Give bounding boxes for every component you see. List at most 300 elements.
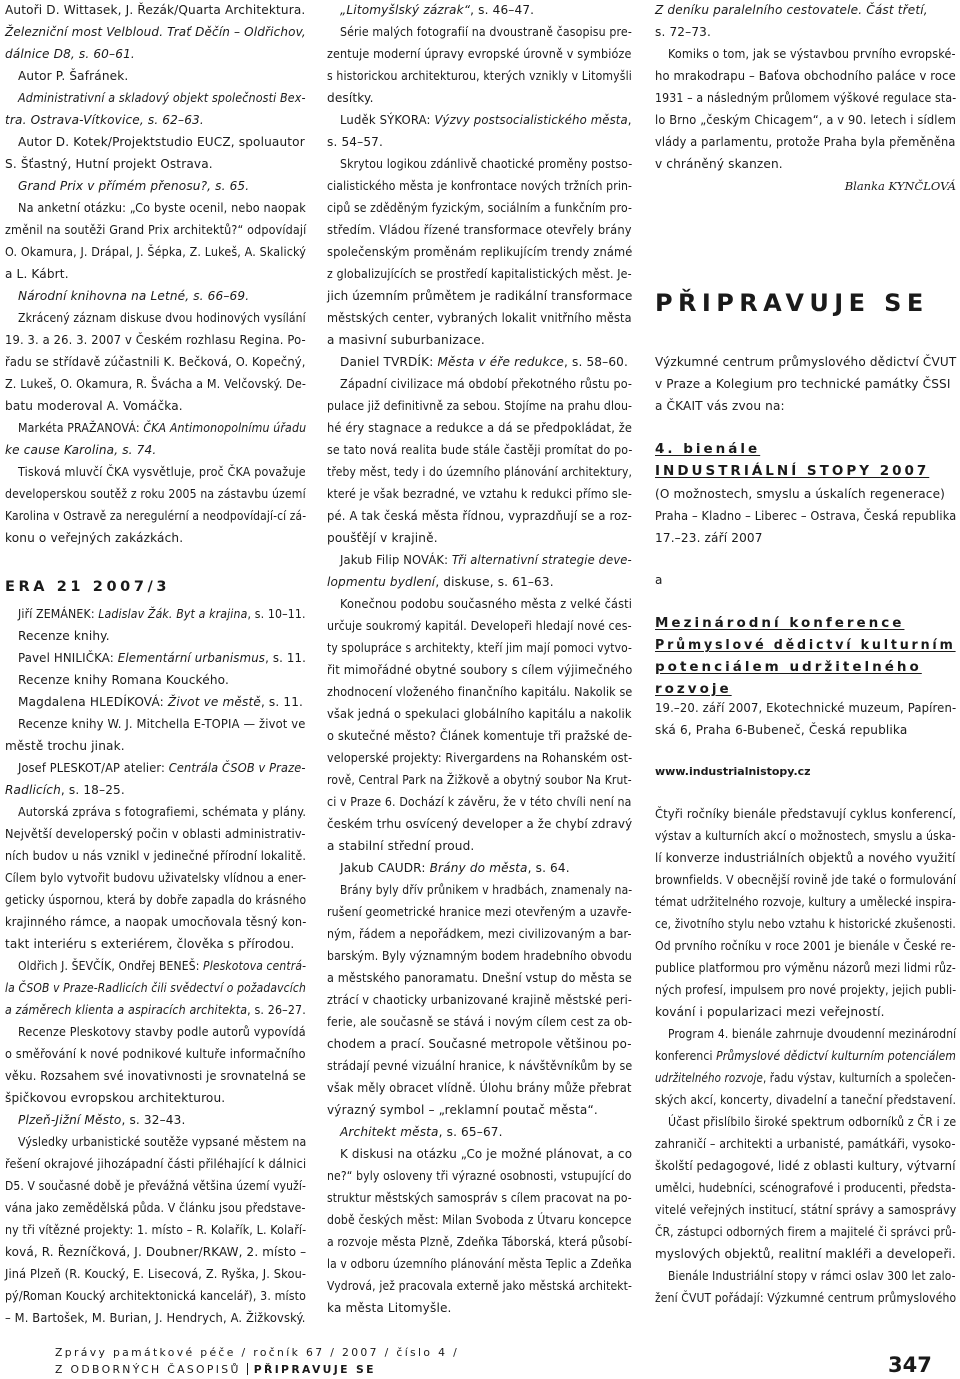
text-segment: S. Šťastný, Hutní projekt Ostrava. xyxy=(5,157,213,171)
text-segment: desítky. xyxy=(327,91,374,105)
text-segment: , s. 26–27. xyxy=(247,1003,306,1017)
text-segment: Výsledky urbanistické soutěže vypsané městem na xyxy=(18,1135,307,1149)
text-line xyxy=(5,1311,306,1325)
text-segment: Bienále Industriální stopy v rámci oslav 300 let zalo- xyxy=(668,1269,956,1283)
text-segment: 19.–20. září 2007, Ekotechnické muzeum, Papíren- xyxy=(655,701,957,715)
text-segment-italic: ČKA Antimonopolnímu úřadu xyxy=(143,421,307,435)
text-line xyxy=(5,871,306,885)
text-segment: Architekt města xyxy=(340,1125,439,1139)
text-segment: Cílem bylo vytvořit budovu uživatelsky vlídnou a ener- xyxy=(5,871,307,885)
text-segment: tra. Ostrava-Vítkovice, s. 62–63. xyxy=(5,113,204,127)
text-line xyxy=(18,1113,185,1127)
text-segment: ho mrakodrapu – Baťova obchodního paláce v roce xyxy=(655,69,956,83)
text-line xyxy=(327,333,485,347)
text-segment: změnil na soutěži Grand Prix architektů?“ odpovídají xyxy=(5,223,307,237)
text-line xyxy=(655,701,956,715)
text-segment: dálnice D8, s. 60–61. xyxy=(5,47,135,61)
text-line xyxy=(668,1269,956,1283)
text-line xyxy=(327,1169,632,1183)
text-line xyxy=(340,883,632,897)
text-line xyxy=(340,3,534,17)
text-line xyxy=(655,157,783,171)
text-line xyxy=(655,807,956,821)
text-line xyxy=(668,1115,956,1129)
text-line xyxy=(5,113,204,127)
website-url: www.industrialnistopy.cz xyxy=(655,765,811,778)
text-segment: geticky úspornou, která by dobře zapadla do krásného xyxy=(5,893,307,907)
text-line xyxy=(327,1213,632,1227)
text-line xyxy=(5,333,306,347)
text-segment: veloperské projekty: Rivergardens na Rohanském ost- xyxy=(327,751,633,765)
text-line xyxy=(5,1091,225,1105)
text-segment: batu moderoval A. Vomáčka. xyxy=(5,399,183,413)
text-segment: ztrácí v chaoticky urbanizované krajině městské peri- xyxy=(327,993,633,1007)
text-segment: zhodnocení vloženého finančního kapitálu. Nakolik se xyxy=(327,685,633,699)
text-line xyxy=(18,959,306,973)
text-line xyxy=(327,47,632,61)
text-segment: Čtyři ročníky bienále představují cyklus konferencí, xyxy=(655,807,957,821)
text-segment: s historickou architekturou, kterých vznikly v Litomyšli xyxy=(327,69,632,83)
text-line xyxy=(5,849,306,863)
text-segment: Luděk SÝKORA: xyxy=(340,113,435,127)
text-line xyxy=(327,1059,632,1073)
text-segment: a xyxy=(655,573,663,587)
text-segment: Skrytou logikou zdánlivě chaotické proměny postso- xyxy=(340,157,633,171)
text-segment: v Praze a Kolegium pro technické památky ČSSI xyxy=(655,377,951,391)
text-segment: myslových objektů, realitní makléři a developeři. xyxy=(655,1247,956,1261)
text-segment: pý/Roman Koucký architektonická kancelář), 3. místo xyxy=(5,1289,307,1303)
text-segment: Konečnou podobu současného města z velké části xyxy=(340,597,633,611)
text-segment-italic: Brány do města xyxy=(429,861,528,875)
text-line xyxy=(327,707,632,721)
text-segment: takt interiéru s exteriérem, člověka s přírodou. xyxy=(5,937,295,951)
text-segment: ka města Litomyšle. xyxy=(327,1301,452,1315)
text-line xyxy=(18,421,306,435)
text-segment: řešení okrajové jihozápadní části přiléhající k dálnici xyxy=(5,1157,307,1171)
text-segment: Autorská zpráva s fotografiemi, schémata y plány. xyxy=(18,805,307,819)
text-segment: O. Okamura, J. Drápal, J. Šépka, Z. Lukeš, A. Skalický xyxy=(5,245,306,259)
text-segment-italic: Život ve městě xyxy=(167,695,261,709)
text-segment: o směřování k nové podnikové kultuře informačního xyxy=(5,1047,306,1061)
text-segment: Praha – Kladno – Liberec – Ostrava, Česká republika xyxy=(655,509,957,523)
text-line xyxy=(5,399,183,413)
text-segment: Markéta PRAŽANOVÁ: xyxy=(18,421,144,435)
text-line xyxy=(5,531,183,545)
text-segment: a masivní suburbanizace. xyxy=(327,333,485,347)
text-line xyxy=(327,663,632,677)
text-line xyxy=(5,827,306,841)
text-line xyxy=(655,91,956,105)
text-segment: zahraničí – architekti a urbanisté, památkáři, vysoko- xyxy=(655,1137,956,1151)
text-segment-italic: Města v éře redukce xyxy=(437,355,565,369)
text-segment: – M. Bartošek, M. Burian, J. Hendrych, A. Žižkovský. xyxy=(5,1311,306,1325)
text-line xyxy=(5,915,306,929)
text-segment: ných profesí, impulsem pro nové projekty, jejich publi- xyxy=(655,983,957,997)
text-line xyxy=(5,937,294,951)
text-segment: , diskuse, s. 61–63. xyxy=(435,575,554,589)
text-line xyxy=(655,355,956,369)
text-segment: se tato nová realita bude stále častěji promítat do po- xyxy=(327,443,633,457)
text-segment: , s. 18–25. xyxy=(60,783,125,797)
footer-section-right: PŘIPRAVUJE SE xyxy=(253,1363,376,1376)
text-line xyxy=(327,993,632,1007)
text-line xyxy=(18,673,229,687)
text-line xyxy=(5,981,306,995)
text-line xyxy=(18,607,306,621)
text-segment: Z. Lukeš, O. Okamura, R. Švácha a M. Velčovský. De- xyxy=(5,377,307,391)
text-segment: ková, R. Řezníčková, J. Doubner/RKAW, 2. místo – xyxy=(5,1245,307,1259)
text-segment: Grand Prix v přímém přenosu?, s. 65. xyxy=(18,179,250,193)
text-line xyxy=(655,509,956,523)
text-line xyxy=(655,1247,956,1261)
text-line xyxy=(5,355,306,369)
text-segment: , řadu výstav, kulturních a společen- xyxy=(762,1071,956,1085)
text-segment: výrazný symbol – „reklamní poutač města“. xyxy=(327,1103,598,1117)
text-line xyxy=(655,895,956,909)
text-line xyxy=(655,1225,956,1239)
text-segment: městských center, vybraných lokalit vnitřního města xyxy=(327,311,632,325)
text-line xyxy=(327,949,632,963)
text-line xyxy=(327,1103,598,1117)
text-line xyxy=(327,509,632,523)
text-line xyxy=(18,1135,306,1149)
text-segment: Brány byly dřív průnikem v hradbách, znamenaly na- xyxy=(340,883,633,897)
text-line xyxy=(327,289,632,303)
text-segment: témat udržitelného rozvoje, kultury a umělecké inspira- xyxy=(655,895,956,909)
text-line xyxy=(327,465,632,479)
text-segment: školští pedagogové, lidé z oblasti kultury, výtvarní xyxy=(655,1159,956,1173)
text-segment-italic: Tři alternativní strategie deve- xyxy=(451,553,632,567)
text-line xyxy=(5,1245,306,1259)
text-segment: Účast přislíbilo široké spektrum odborníků z ČR i ze xyxy=(668,1115,957,1129)
text-line xyxy=(340,355,628,369)
text-line xyxy=(5,25,306,39)
footer-journal-line: Zprávy památkové péče / ročník 67 / 2007 / číslo 4 / xyxy=(55,1346,460,1359)
text-line xyxy=(327,245,632,259)
text-line xyxy=(327,1235,632,1249)
text-line xyxy=(655,113,956,127)
text-line xyxy=(18,69,128,83)
text-segment: krajinného rámce, a naopak umocňovala těsný kon- xyxy=(5,915,307,929)
text-segment: , xyxy=(627,113,632,127)
text-line xyxy=(655,1049,956,1063)
text-segment: developerskou soutěž z roku 2005 na zástavbu území xyxy=(5,487,306,501)
text-line xyxy=(5,783,125,797)
text-line xyxy=(5,1157,306,1171)
text-segment: la v odboru územního plánování města Teplic a Zdeňka xyxy=(327,1257,632,1271)
section-heading: INDUSTRIÁLNÍ STOPY 2007 xyxy=(655,463,930,479)
text-segment: ních budov u nás vznikl v jedinečné přírodní lokalitě. xyxy=(5,849,307,863)
text-segment: Jakub Filip NOVÁK: xyxy=(340,553,452,567)
text-segment: konferenci xyxy=(655,1049,717,1063)
text-line xyxy=(327,487,632,501)
text-line xyxy=(5,487,306,501)
text-segment: věku. Rozsahem své inovativnosti je srovnatelná se xyxy=(5,1069,306,1083)
text-segment: však jedná o spekulaci globálního kapitálu a nakolik xyxy=(327,707,632,721)
text-line xyxy=(327,267,632,281)
text-segment: pulace již definitivně za sebou. Stojíme na prahu dlou- xyxy=(327,399,633,413)
text-line xyxy=(340,157,632,171)
text-segment: Vydrová, jež pracovala externě jako městská architekt- xyxy=(327,1279,633,1293)
text-line xyxy=(340,861,570,875)
text-line xyxy=(327,223,632,237)
text-segment: , s. 10–11. xyxy=(247,607,306,621)
text-line xyxy=(327,905,632,919)
text-segment: rově, Central Park na Žižkově a obytný soubor Na Krut- xyxy=(327,773,632,787)
text-line xyxy=(655,135,956,149)
text-segment: , s. 11. xyxy=(260,695,304,709)
text-line xyxy=(327,817,632,831)
section-heading: PŘIPRAVUJE SE xyxy=(655,289,929,317)
text-segment: konu o veřejných zakázkách. xyxy=(5,531,184,545)
text-line xyxy=(655,917,956,931)
text-segment: rušení geometrické hranice mezi otevřeným a uzavře- xyxy=(327,905,632,919)
text-segment: určuje soukromý kapitál. Developeři hledají nové ces- xyxy=(327,619,632,633)
text-segment: , s. 32–43. xyxy=(121,1113,186,1127)
text-segment: Magdalena HLEDÍKOVÁ: xyxy=(18,695,168,709)
text-line xyxy=(5,1223,306,1237)
text-line xyxy=(655,1093,956,1107)
text-line xyxy=(5,893,306,907)
text-segment: hé éry stagnace a redukce a dá se předpokládat, že xyxy=(327,421,633,435)
text-segment: 1931 – a následným průlomem výškové regulace sta- xyxy=(655,91,957,105)
text-line xyxy=(655,723,907,737)
text-segment: ferie, ale současně se stává i novým cílem cest za ob- xyxy=(327,1015,633,1029)
text-segment: špičkovou evropskou architekturou. xyxy=(5,1091,226,1105)
text-segment: chodem a prací. Současné metropole většinou po- xyxy=(327,1037,632,1051)
text-segment: barským. Byly významným bodem hradebního obvodu xyxy=(327,949,632,963)
text-segment: Od prvního ročníku v roce 2001 je bienále v České re- xyxy=(655,939,956,953)
text-segment-italic: Výzvy postsocialistického města xyxy=(434,113,628,127)
text-line xyxy=(655,1159,956,1173)
text-segment: K diskusi na otázku „Co je možné plánovat, a co xyxy=(340,1147,633,1161)
text-segment: Autor D. Kotek/Projektstudio EUCZ, spoluautor xyxy=(18,135,305,149)
text-line xyxy=(5,245,306,259)
text-line xyxy=(327,1301,452,1315)
text-segment: řadu se střídavě zúčastnili K. Bečková, O. Kopečný, xyxy=(5,355,306,369)
section-heading: ERA 21 2007/3 xyxy=(5,579,171,595)
section-heading: Mezinárodní konference xyxy=(655,615,905,631)
footer-section-line xyxy=(55,1363,376,1376)
text-line xyxy=(327,421,632,435)
text-line xyxy=(327,685,632,699)
text-segment: , s. 58–60. xyxy=(564,355,629,369)
text-line xyxy=(340,25,632,39)
text-line xyxy=(655,25,711,39)
text-segment: (O možnostech, smyslu a úskalích regenerace) xyxy=(655,487,946,501)
text-segment: umělci, hudebníci, scénografové i producenti, předsta- xyxy=(655,1181,956,1195)
text-line xyxy=(5,157,213,171)
text-segment: Recenze Pleskotovy stavby podle autorů vypovídá xyxy=(18,1025,306,1039)
text-line xyxy=(18,201,306,215)
text-line xyxy=(327,729,632,743)
text-segment: Radlicích xyxy=(5,783,61,797)
text-line xyxy=(655,1137,956,1151)
text-line xyxy=(5,739,125,753)
text-segment: ce, životního stylu nebo vztahu k historické zkušenosti. xyxy=(655,917,956,931)
text-line xyxy=(5,1003,306,1017)
text-segment: výstav a kulturních akcí o možnostech, smyslu a úska- xyxy=(655,829,956,843)
text-segment: Recenze knihy. xyxy=(18,629,110,643)
text-segment: „Litomyšlský zázrak“ xyxy=(340,3,471,17)
text-line xyxy=(5,3,305,17)
text-segment: z globalizujících se prostředí kapitalistických měst. Je- xyxy=(327,267,632,281)
text-segment: D5. V současné době je převážná většina území využí- xyxy=(5,1179,307,1193)
text-segment: udržitelného rozvoje xyxy=(655,1071,763,1085)
text-segment-italic: Elementární urbanismus xyxy=(117,651,266,665)
text-segment: žení ČVUT pořádají: Výzkumné centrum průmyslového xyxy=(655,1291,957,1305)
text-segment: Oldřich J. ŠEVČÍK, Ondřej BENEŠ: xyxy=(18,959,204,973)
text-segment: vána jako zemědělská půda. V článku jsou představe- xyxy=(5,1201,306,1215)
text-line xyxy=(655,1005,885,1019)
text-line xyxy=(5,267,69,281)
text-segment: lí konverze industriálních objektů a nového využití xyxy=(655,851,956,865)
text-line xyxy=(327,311,632,325)
text-segment: Pavel HNILIČKA: xyxy=(18,651,118,665)
text-segment: v chráněný skanzen. xyxy=(655,157,783,171)
text-segment: , s. 64. xyxy=(527,861,570,875)
text-segment: a městského panoramatu. Dnešní vstup do města se xyxy=(327,971,632,985)
text-segment: Karolina v Ostravě za neregulérní a neodpovídají-cí zá- xyxy=(5,509,307,523)
text-line xyxy=(5,509,306,523)
text-segment: 17.–23. září 2007 xyxy=(655,531,763,545)
text-line xyxy=(327,773,632,787)
text-line xyxy=(655,829,956,843)
text-line xyxy=(5,377,306,391)
text-segment: Josef PLESKOT/AP atelier: xyxy=(18,761,169,775)
text-line xyxy=(327,399,632,413)
text-line xyxy=(18,761,306,775)
text-segment: Recenze knihy Romana Kouckého. xyxy=(18,673,230,687)
text-segment: , s. 46–47. xyxy=(470,3,535,17)
text-segment: vlády a parlamentu, protože Praha byla přeměněna xyxy=(655,135,956,149)
text-segment: a záměrech klienta a aspiracích architekta xyxy=(5,1003,248,1017)
text-line xyxy=(327,751,632,765)
text-line xyxy=(5,1289,306,1303)
text-segment: Plzeň-Jižní Město xyxy=(18,1113,122,1127)
author-signature: Blanka KYNČLOVÁ xyxy=(844,179,956,193)
text-line xyxy=(327,443,632,457)
text-segment: Tisková mluvčí ČKA vysvětluje, proč ČKA považuje xyxy=(18,465,306,479)
text-line xyxy=(18,651,306,665)
text-line xyxy=(340,1125,503,1139)
text-segment: Výzkumné centrum průmyslového dědictví ČVUT xyxy=(655,355,957,369)
text-line xyxy=(5,1047,306,1061)
text-segment: pé. A tak česká města řídnou, vyprazdňují se a roz- xyxy=(327,509,632,523)
text-line xyxy=(5,1179,306,1193)
text-line xyxy=(655,873,956,887)
text-line xyxy=(18,695,303,709)
text-line xyxy=(655,3,928,17)
text-line xyxy=(327,69,632,83)
text-segment: třeby měst, tedy i do územního plánování architektury, xyxy=(327,465,633,479)
text-segment: městě trochu jinak. xyxy=(5,739,125,753)
text-line xyxy=(327,1081,632,1095)
text-segment: 19. 3. a 26. 3. 2007 v Českém rozhlasu Regina. Po- xyxy=(5,333,306,347)
text-line xyxy=(18,717,306,731)
text-line xyxy=(340,113,632,127)
text-segment: Železniční most Velbloud. Trať Děčín – Oldřichov, xyxy=(5,25,306,39)
footer-separator xyxy=(247,1363,248,1375)
text-segment: a L. Kábrt. xyxy=(5,267,69,281)
text-line xyxy=(5,1201,306,1215)
text-segment: brownfields. V obecnější rovině jde také o formulování xyxy=(655,873,957,887)
section-heading: 4. bienále xyxy=(655,441,761,457)
section-heading: rozvoje xyxy=(655,681,732,697)
text-line xyxy=(327,971,632,985)
page-number: 347 xyxy=(888,1353,932,1377)
text-segment: struktur městských samospráv s cílem pracovat na po- xyxy=(327,1191,632,1205)
text-line xyxy=(340,553,632,567)
text-line xyxy=(668,1027,956,1041)
text-segment: a rozvoje města Plzně, Zdeňka Táborská, která působí- xyxy=(327,1235,633,1249)
text-segment: Jiná Plzeň (R. Koucký, E. Lisecová, Z. Ryška, J. Skou- xyxy=(5,1267,307,1281)
text-line xyxy=(327,575,554,589)
text-line xyxy=(327,201,632,215)
text-line xyxy=(18,465,306,479)
text-segment: publice platformou pro výměnu názorů mezi lidmi růz- xyxy=(655,961,956,975)
text-line xyxy=(18,311,306,325)
text-line xyxy=(340,377,632,391)
text-line xyxy=(327,619,632,633)
text-segment-italic: Průmyslové dědictví kulturním potenciálem xyxy=(716,1049,957,1063)
text-line xyxy=(655,487,945,501)
text-segment: Největší developerský počin v oblasti administrativ- xyxy=(5,827,306,841)
text-line xyxy=(655,1291,956,1305)
text-segment: ských akcí, koncerty, divadelní a taneční představení. xyxy=(655,1093,957,1107)
text-segment: , s. 65–67. xyxy=(438,1125,503,1139)
text-segment: ČR, zástupci odborných firem a majitelé či správci prů- xyxy=(655,1225,956,1239)
text-segment: Recenze knihy W. J. Mitchella E-TOPIA — život ve xyxy=(18,717,306,731)
text-line xyxy=(327,839,474,853)
text-segment: cialistického města je konfrontace nových tržních prin- xyxy=(327,179,633,193)
text-segment: s. 54–57. xyxy=(327,135,384,149)
text-segment: době českých měst: Milan Svoboda z Útvaru koncepce xyxy=(327,1213,632,1227)
text-line xyxy=(18,91,306,105)
text-line xyxy=(327,135,383,149)
text-segment: které je však bezradné, ve vztahu k redukci přímo sle- xyxy=(327,487,632,501)
footer-section-left: Z ODBORNÝCH ČASOPISŮ xyxy=(55,1363,241,1376)
text-line xyxy=(18,179,249,193)
text-line xyxy=(340,1147,632,1161)
section-heading: potenciálem udržitelného xyxy=(655,659,922,675)
text-line xyxy=(5,1267,306,1281)
text-line xyxy=(5,223,306,237)
text-segment: Zkrácený záznam diskuse dvou hodinových vysílání xyxy=(18,311,306,325)
text-segment: českém trhu osvícený developer a že chybí zdravý xyxy=(327,817,633,831)
text-segment: společenským proměnám replikujícím trendy známé xyxy=(327,245,633,259)
text-segment: o skutečné město? Článek komentuje tři pražské de- xyxy=(327,729,633,743)
text-segment: jich územním průmětem je radikální transformace xyxy=(327,289,633,303)
text-segment-italic: Centrála ČSOB v Praze- xyxy=(168,761,306,775)
text-line xyxy=(327,531,438,545)
text-segment: ným, řádem a nepořádkem, mezi civilizovaným a bar- xyxy=(327,927,632,941)
text-segment: Jiří ZEMÁNEK: xyxy=(18,607,99,621)
text-segment: poušťějí v krajině. xyxy=(327,531,438,545)
text-line xyxy=(327,1037,632,1051)
text-segment: lopmentu bydlení xyxy=(327,575,436,589)
section-heading: Průmyslové dědictví kulturním xyxy=(655,637,956,653)
text-line xyxy=(655,1203,956,1217)
text-line xyxy=(327,1191,632,1205)
text-line xyxy=(5,1069,306,1083)
text-segment: Západní civilizace má období překotného růstu po- xyxy=(340,377,633,391)
text-line xyxy=(655,1181,956,1195)
text-line xyxy=(18,1025,306,1039)
text-line xyxy=(327,641,632,655)
text-line xyxy=(655,69,956,83)
text-segment: vitelé veřejných institucí, státní správy a samosprávy xyxy=(655,1203,957,1217)
